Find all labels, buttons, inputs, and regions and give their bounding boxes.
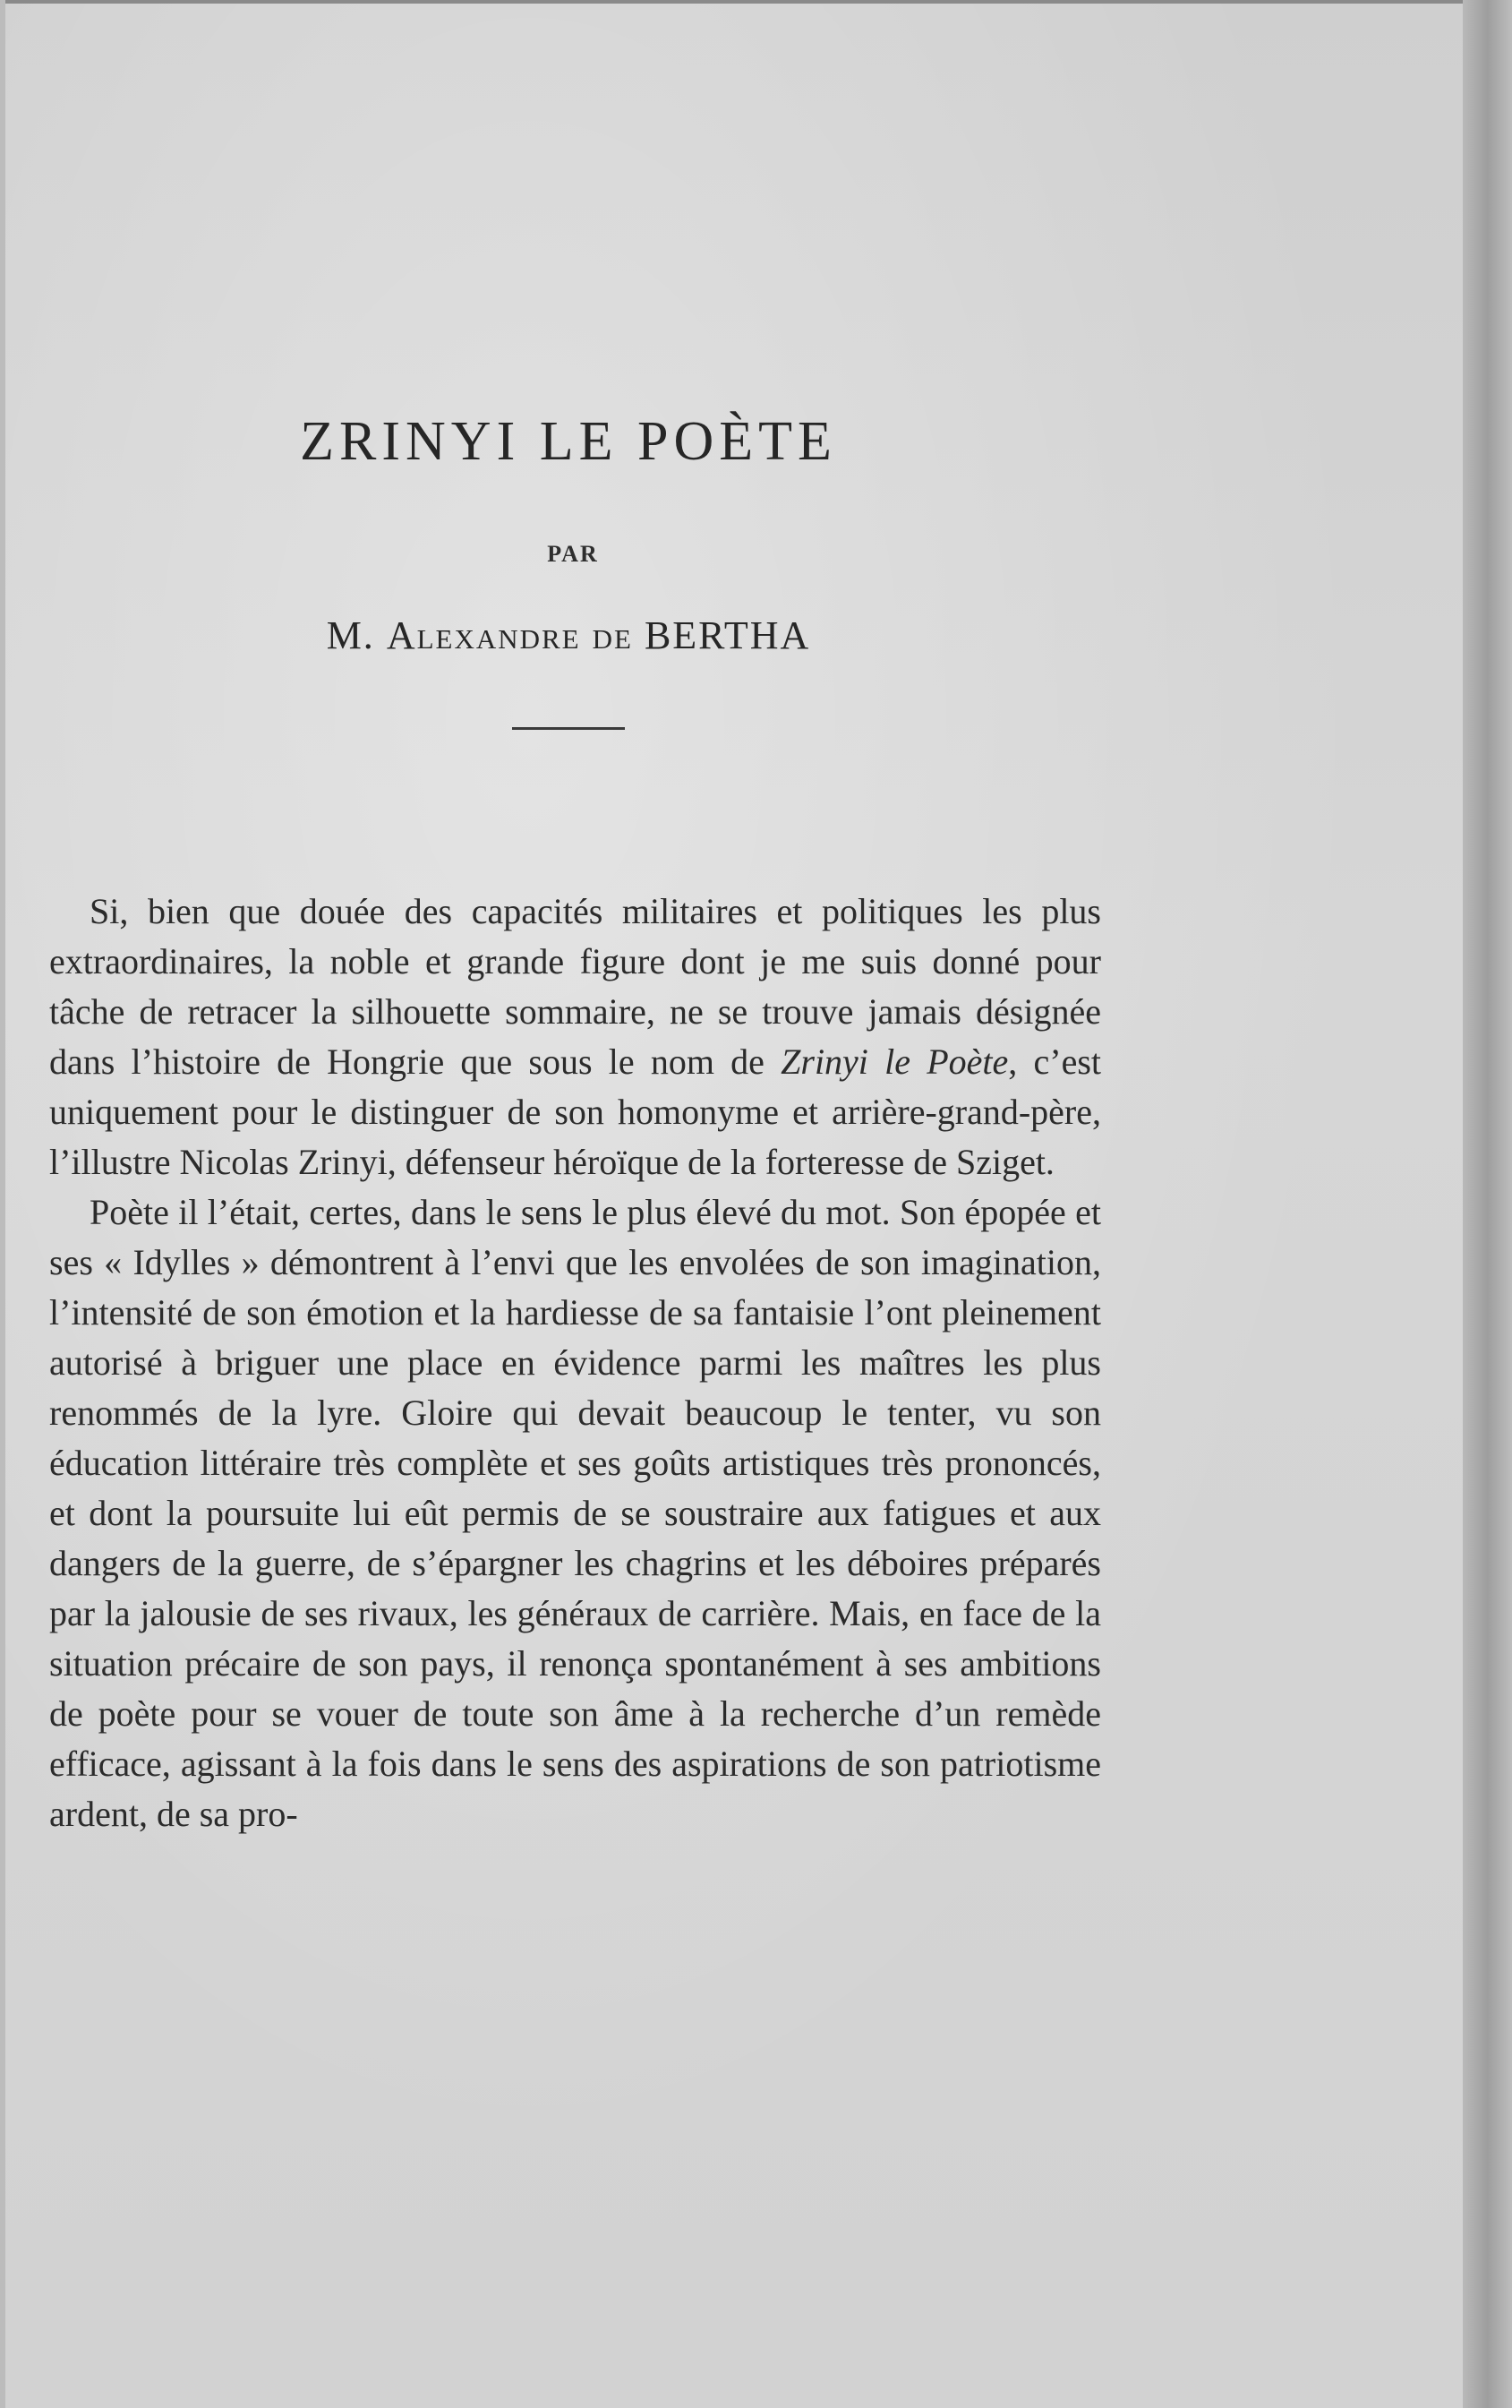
author-name <box>0 613 1137 658</box>
page-left-edge <box>0 0 5 2408</box>
article-title: ZRINYI LE POÈTE <box>300 411 837 472</box>
author-given-name: Alexandre de <box>386 613 633 657</box>
article-body <box>49 887 1101 1839</box>
byline-label: PAR <box>547 541 599 567</box>
paragraph-1-italic-name: Zrinyi le Poète <box>781 1041 1009 1082</box>
paragraph-1-text-start: Si, bien que douée des capacités militaires et politiques les plus extraordinaires, la noble et grande figure dont je me suis donné pour tâche de retracer la silhouette sommaire, ne se trouve jamais désignée dans l’histoire de Hongrie que sous le nom de <box>49 891 1101 1082</box>
paragraph-2: Poète il l’était, certes, dans le sens le plus élevé du mot. Son épopée et ses « Idylles » démontrent à l’envi que les envolées de son imagination, l’intensité de son émotion et la hardiesse de sa fantaisie l’ont pleinement autorisé à briguer une place en évidence parmi les maîtres les plus renommés de la lyre. Gloire qui devait beaucoup le tenter, vu son éducation littéraire très complète et ses goûts artistiques très prononcés, et dont la poursuite lui eût permis de se soustraire aux fatigues et aux dangers de la guerre, de s’épargner les chagrins et les déboires préparés par la jalousie de ses rivaux, les généraux de carrière. Mais, en face de la situation précaire de son pays, il renonça spontanément à ses ambitions de poète pour se vouer de toute son âme à la recherche d’un remède efficace, agissant à la fois dans le sens des aspirations de son patriotisme ardent, de sa pro- <box>49 1192 1101 1834</box>
author-prefix: M. <box>326 613 375 657</box>
paragraph-1 <box>49 887 1101 1187</box>
page-right-edge <box>1463 0 1512 2408</box>
author-family-name: BERTHA <box>644 613 811 657</box>
page-top-edge <box>0 0 1512 4</box>
title-separator-rule <box>512 727 625 730</box>
paragraph-1-text-end: , c’est uniquement pour le distinguer de son homonyme et arrière-grand-père, l’illustre Nicolas Zrinyi, défenseur héroïque de la forteresse de Sziget. <box>49 1041 1102 1182</box>
